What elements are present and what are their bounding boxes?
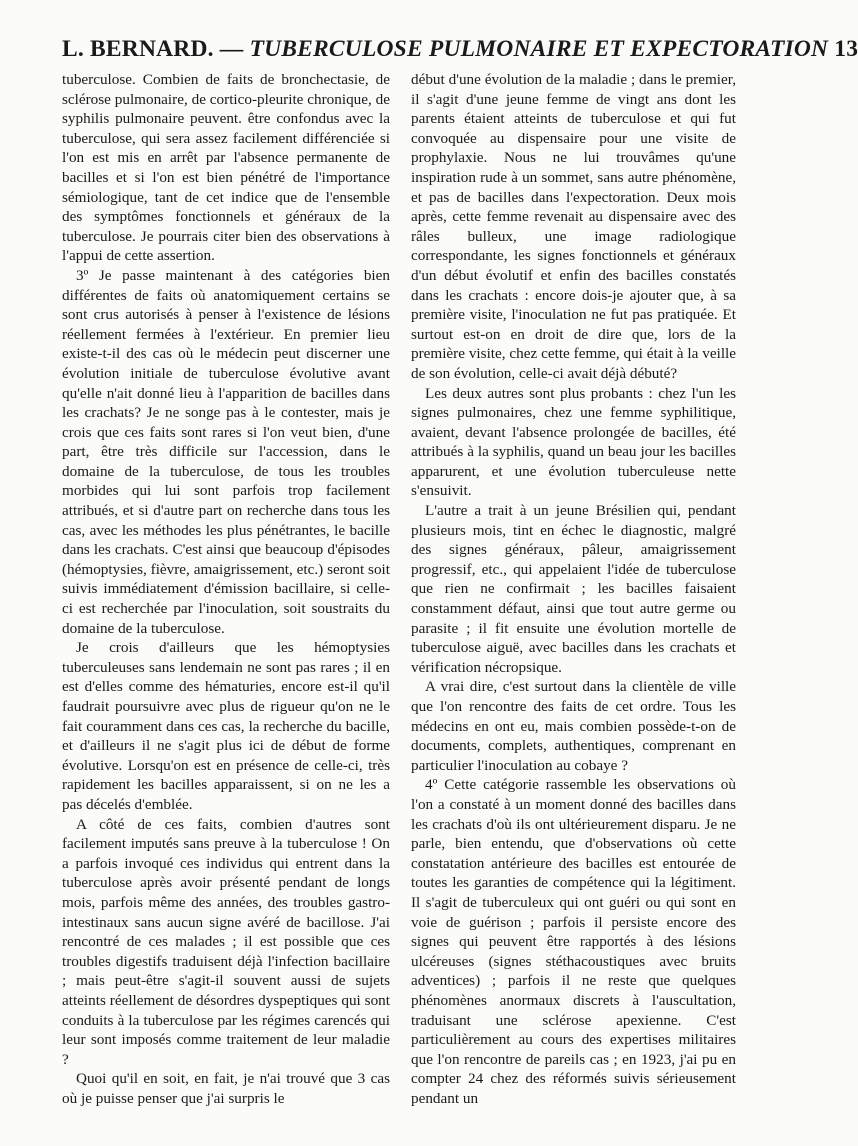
paragraph: A côté de ces faits, combien d'autres sont facilement imputés sans preuve à la tuberculose ! On a parfois invoqué ces individus qui entrent dans la tuberculose après avoir présenté pendant de longs mois, parfois même des années, des troubles gastro-intestinaux sans aucun signe avéré de bacillose. J'ai rencontré de ces malades ; il est possible que ces troubles digestifs traduisent déjà l'infection bacillaire ; mais peut-être s'agit-il souvent aussi de sujets atteints réellement de désordres dyspeptiques qui sont conduits à la tuberculose par les régimes carencés qui leur sont imposés comme traitement de leur maladie ? xyxy=(62,815,390,1068)
right-column xyxy=(411,70,736,1108)
paragraph: Quoi qu'il en soit, en fait, je n'ai trouvé que 3 cas où je puisse penser que j'ai surpris le xyxy=(62,1070,390,1107)
left-column xyxy=(62,70,390,1108)
paragraph: Je crois d'ailleurs que les hémoptysies tuberculeuses sans lendemain ne sont pas rares ; il en est d'elles comme des hématuries, encore est-il qu'il faudrait poursuivre avec plus de rigueur qu'on ne le fait couramment dans ces cas, la recherche du bacille, et d'ailleurs il ne s'agit plus ici de début de forme évolutive. Lorsqu'on est en présence de celle-ci, très rapidement les bacilles apparaissent, si on ne les a pas décelés d'emblée. xyxy=(62,639,390,813)
header-title: TUBERCULOSE PULMONAIRE ET EXPECTORATION xyxy=(249,36,829,62)
paragraph: 3º Je passe maintenant à des catégories bien différentes de faits où anatomiquement certains se sont crus autorisés à penser à l'existence de lésions réellement fermées à l'extérieur. En premier lieu existe-t-il des cas où le médecin peut discerner une évolution initiale de tuberculose évolutive avant qu'elle n'ait donné lieu à l'apparition de bacilles dans les crachats? Je ne songe pas à le contester, mais je crois que ces faits sont rares si l'on veut bien, d'une part, être très difficile sur l'accession, dans le domaine de la tuberculose, de tous les troubles morbides qui lui sont parfois trop facilement attribués, et si d'autre part on recherche dans tous les cas, avec les méthodes les plus pénétrantes, le bacille dans les crachats. C'est ainsi que beaucoup d'épisodes (hémoptysies, fièvre, amaigrissement, etc.) seront soit suivis immédiatement d'émission bacillaire, si celle-ci est recherchée par l'inoculation, soit soustraits du domaine de la tuberculose. xyxy=(62,266,390,637)
paragraph: début d'une évolution de la maladie ; dans le premier, il s'agit d'une jeune femme de vingt ans dont les parents étaient atteints de tuberculose et qui fut convoquée au dispensaire pour une visite de prophylaxie. Nous ne lui trouvâmes qu'une inspiration rude à un sommet, sans autre phénomène, et pas de bacilles dans l'expectoration. Deux mois après, cette femme revenait au dispensaire avec des râles bulleux, une image radiologique correspondante, les signes fonctionnels et généraux d'un début évolutif et enfin des bacilles constatés dans les crachats : encore dois-je ajouter que, à sa première visite, l'inoculation ne fut pas pratiquée. Et surtout est-on en droit de dire que, lors de la première visite, chez cette femme, qui était à la veille de son évolution, celle-ci avait déjà débuté? xyxy=(411,71,736,382)
paragraph: L'autre a trait à un jeune Brésilien qui, pendant plusieurs mois, tint en échec le diagnostic, malgré des signes généraux, pâleur, amaigrissement progressif, etc., qui appelaient l'idée de tuberculose que rien ne confirmait ; les bacilles faisaient constamment défaut, ainsi que tout autre germe ou parasite ; il fit ensuite une évolution mortelle de tuberculose aiguë, avec bacilles dans les crachats et vérification nécropsique. xyxy=(411,502,736,676)
header-dash: — xyxy=(219,36,244,62)
paragraph: tuberculose. Combien de faits de bronchectasie, de sclérose pulmonaire, de cortico-pleurite chronique, de syphilis pulmonaire peuvent. être confondus avec la tuberculose, qui sera assez facilement différenciée si l'on est mis en arrêt par l'absence permanente de bacilles et si l'on est bien pénétré de l'importance sémiologique, tant de cet indice que de l'ensemble des symptômes fonctionnels et généraux de la tuberculose. Je pourrais citer bien des observations à l'appui de cette assertion. xyxy=(62,71,390,265)
paragraph: Les deux autres sont plus probants : chez l'un les signes pulmonaires, chez une femme syphilitique, avaient, devant l'absence prolongée de bacilles, été attribués à la syphilis, quand un beau jour les bacilles apparurent, et une évolution tuberculeuse nette s'ensuivit. xyxy=(411,384,736,500)
page-number: 13 xyxy=(834,36,858,62)
paragraph: A vrai dire, c'est surtout dans la clientèle de ville que l'on rencontre des faits de cet ordre. Tous les médecins en ont eu, mais combien possède-t-on de documents, complets, authentiques, comprenant en particulier l'inoculation au cobaye ? xyxy=(411,678,736,774)
running-header xyxy=(62,36,858,63)
paragraph: 4º Cette catégorie rassemble les observations où l'on a constaté à un moment donné des bacilles dans les crachats d'où ils ont ultérieurement disparu. Je ne parle, bien entendu, que d'observations où cette constatation antérieure des bacilles est entourée de toutes les garanties de compétence qui la légitiment. Il s'agit de tuberculeux qui ont guéri ou qui sont en voie de guérison ; parfois il persiste encore des signes qui peuvent être rapportés à des lésions ulcéreuses (signes stéthacoustiques avec bruits adventices) ; parfois il ne reste que quelques phénomènes anormaux discrets à l'auscultation, traduisant une sclérose apexienne. C'est particulièrement au cours des expertises militaires que l'on rencontre de pareils cas ; en 1923, j'ai pu en compter 24 chez des réformés suivis sérieusement pendant un xyxy=(411,776,736,1107)
header-author: L. BERNARD. xyxy=(62,36,214,62)
